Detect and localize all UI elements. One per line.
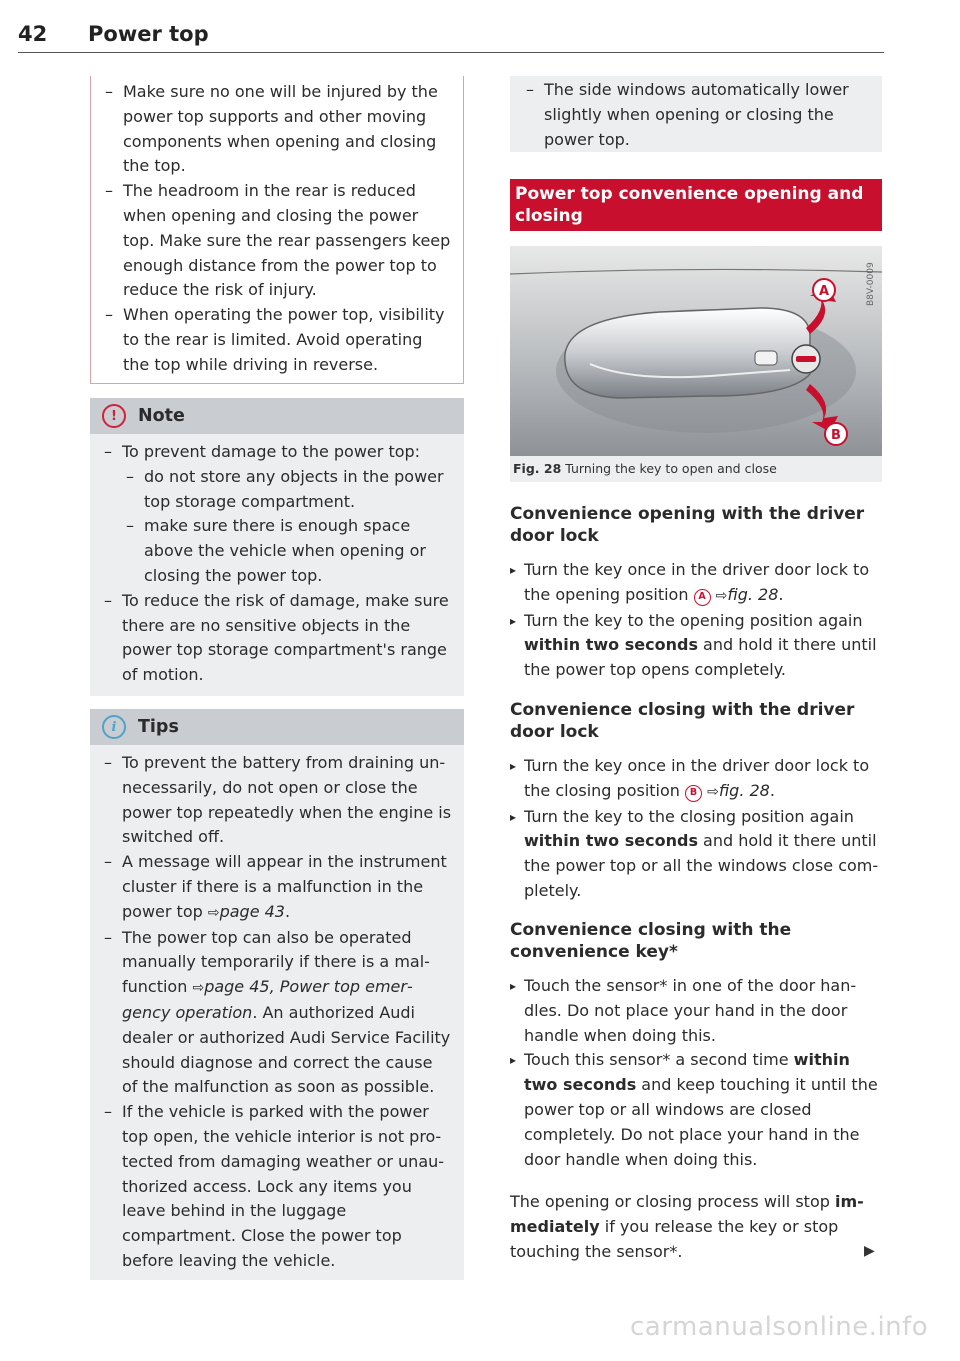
subsection-title: Convenience closing with the driver door lock	[510, 700, 855, 742]
text: if you release the key or stop touching the sensor*.	[510, 1216, 839, 1261]
exclamation-circle-icon: !	[102, 404, 126, 428]
note-intro: To prevent damage to the power top:	[122, 442, 421, 461]
page-number: 42	[18, 22, 48, 46]
note-body	[90, 434, 464, 696]
text: and hold it there until the power top opens completely.	[524, 635, 877, 680]
page-header	[18, 22, 884, 53]
arrow-right-icon: ⇨	[715, 587, 728, 604]
info-circle-icon: i	[102, 715, 126, 739]
arrow-right-icon: ⇨	[207, 904, 220, 921]
figure-caption-text: Turning the key to open and close	[565, 461, 777, 476]
emphasis: within two seconds	[524, 831, 698, 851]
note-header	[90, 398, 464, 434]
subsection-title: Convenience opening with the driver door lock	[510, 504, 865, 546]
list-item	[100, 850, 452, 925]
subsection-title: Convenience closing with the convenience key*	[510, 920, 792, 962]
steps-list	[510, 974, 882, 1172]
list-item	[510, 754, 882, 805]
text: .	[778, 584, 784, 604]
list-item: – When operating the power top, visibility to the rear is limited. Avoid operating the top while driving in reverse.	[101, 303, 451, 377]
text: and hold it there until the power top or all the windows close completely.	[524, 831, 879, 900]
list-item	[100, 926, 452, 1101]
text: Turn the key once in the driver door lock to the opening position	[524, 560, 870, 604]
text: The opening or closing process will stop	[510, 1192, 835, 1211]
text: Turn the key to the opening position again	[524, 610, 863, 630]
steps-list	[510, 558, 882, 683]
watermark: carmanualsonline.info	[630, 1312, 929, 1342]
figure-caption	[513, 461, 777, 476]
list-item: – To prevent the battery from draining unnecessarily, do not open or close the power top repeatedly when the engine is switched off.	[100, 751, 452, 850]
section-banner: Power top convenience opening and closing	[510, 179, 882, 231]
list-item: – To reduce the risk of damage, make sure there are no sensitive objects in the power top storage compartment's range of motion.	[100, 589, 452, 688]
tips-title: Tips	[138, 717, 179, 737]
list-item: – If the vehicle is parked with the power top open, the vehicle interior is not protected from damaging weather or unauthorized access. Lock any items you leave behind in the luggage compartment. Close the power top before leaving the vehicle.	[100, 1100, 452, 1274]
list-item: – make sure there is enough space above the vehicle when opening or closing the power top.	[122, 514, 452, 588]
arrow-right-icon: ⇨	[707, 783, 719, 800]
figure-ref-link[interactable]: fig. 28	[718, 780, 770, 800]
warning-box-continued	[90, 76, 464, 384]
tips-body	[90, 745, 464, 1280]
figure-28	[510, 246, 882, 482]
list-item: – The side windows automatically lower slightly when opening or closing the power top.	[522, 78, 872, 152]
text: Touch this sensor* a second time	[524, 1050, 794, 1070]
tips-header	[90, 709, 464, 745]
emphasis: within two seconds	[524, 1050, 850, 1095]
figure-caption-label: Fig. 28	[513, 461, 562, 476]
section-title: Power top	[88, 22, 209, 46]
text: The power top can also be operated manually temporarily if there is a malfunction	[122, 927, 430, 997]
emphasis: immediately	[510, 1192, 864, 1236]
list-item: ▸ Touch the sensor* in one of the door handles. Do not place your hand in the door handle when doing this.	[510, 974, 882, 1048]
emphasis: within two seconds	[524, 635, 698, 655]
text: . An authorized Audi dealer or authorized Audi Service Facility should diagnose and correct the cause of the malfunction as soon as possible.	[122, 1002, 451, 1097]
steps-list	[510, 754, 882, 904]
text: Turn the key to the closing position again	[524, 806, 854, 826]
list-item	[510, 805, 882, 904]
list-item	[510, 1048, 882, 1172]
figure-label-a: A	[818, 284, 830, 299]
position-a-marker: A	[694, 589, 711, 606]
page-ref-link[interactable]: page 43	[219, 901, 285, 921]
text: Turn the key once in the driver door lock to the closing position	[524, 756, 870, 800]
figure-ref-link[interactable]: fig. 28	[727, 584, 779, 604]
closing-paragraph	[510, 1190, 882, 1264]
text: A message will appear in the instrument cluster if there is a malfunction in the power top	[122, 852, 447, 921]
figure-code: B8V-0009	[866, 262, 876, 306]
text: and keep touching it until the power top or all windows are closed completely. Do not place your hand in the door handle when doing this.	[524, 1075, 878, 1169]
list-item: – Make sure no one will be injured by the power top supports and other moving components when opening and closing the top.	[101, 80, 451, 179]
warning-list	[101, 80, 451, 378]
note-title: Note	[138, 406, 185, 426]
page-ref-link[interactable]: page 45, Power top emergency operation	[122, 977, 413, 1022]
arrow-right-icon: ⇨	[192, 980, 205, 997]
text: .	[284, 901, 291, 921]
warning-box-tail	[510, 76, 882, 152]
list-item: – do not store any objects in the power top storage compartment.	[122, 465, 452, 515]
list-item: – The headroom in the rear is reduced when opening and closing the power top. Make sure the rear passengers keep enough distance from the power top to reduce the risk of injury.	[101, 179, 451, 303]
list-item	[510, 558, 882, 609]
position-b-marker: B	[685, 785, 702, 802]
text: .	[769, 780, 775, 800]
tips-box	[90, 709, 464, 1280]
figure-label-b: B	[831, 428, 841, 443]
continue-arrow-icon: ▶	[864, 1243, 875, 1259]
door-handle-illustration	[510, 246, 882, 456]
list-item	[510, 609, 882, 683]
note-box	[90, 398, 464, 696]
list-item	[100, 440, 452, 589]
